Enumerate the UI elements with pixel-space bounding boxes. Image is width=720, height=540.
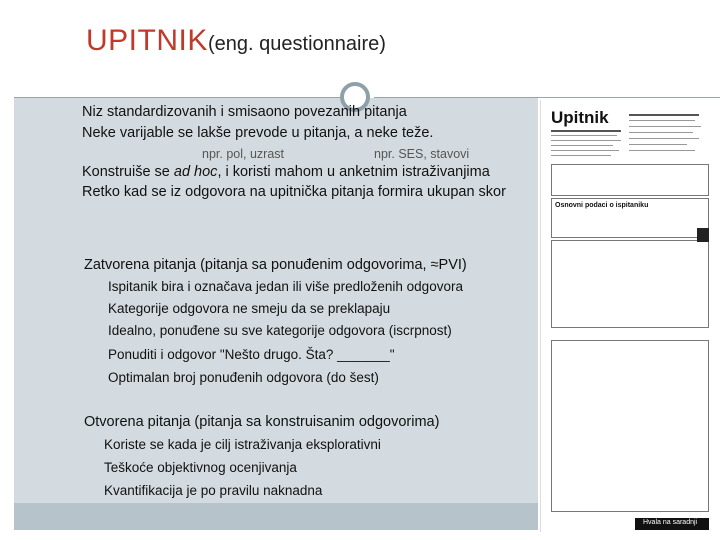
- doc-question-box: [551, 240, 709, 328]
- doc-text-line: [551, 150, 619, 151]
- intro-line-2: Neke varijable se lakše prevode u pitanja, a neke teže.: [82, 125, 434, 141]
- doc-text-line: [551, 145, 613, 146]
- intro-line-4: Retko kad se iz odgovora na upitnička pitanja formira ukupan skor: [82, 184, 506, 200]
- open-term: Otvorena pitanja: [84, 414, 191, 430]
- closed-questions-heading: [84, 257, 467, 273]
- slide-title: UPITNIK: [86, 24, 208, 57]
- doc-text-line: [551, 155, 611, 156]
- open-item: Kvantifikacija je po pravilu naknadna: [104, 483, 323, 498]
- doc-text-line: [629, 114, 699, 116]
- example-hard: npr. SES, stavovi: [374, 147, 470, 161]
- doc-text-line: [629, 120, 695, 121]
- doc-text-line: [629, 144, 687, 145]
- doc-text-line: [629, 132, 693, 133]
- closed-item: Idealno, ponuđene su sve kategorije odgovora (iscrpnost): [108, 323, 452, 338]
- intro-line-1: Niz standardizovanih i smisaono povezanih pitanja: [82, 104, 407, 120]
- doc-question-box: [551, 340, 709, 512]
- doc-text-line: [551, 135, 617, 136]
- document-title: Upitnik: [551, 108, 609, 127]
- closed-item: Kategorije odgovora ne smeju da se preklapaju: [108, 301, 391, 316]
- questionnaire-document-image: [540, 100, 711, 532]
- open-questions-heading: [84, 414, 439, 430]
- closed-term: Zatvorena pitanja: [84, 257, 197, 273]
- doc-footer-bar: [635, 518, 709, 530]
- closed-item: Ponuditi i odgovor "Nešto drugo. Šta? _______": [108, 347, 395, 362]
- ad-hoc-term: ad hoc: [173, 164, 218, 180]
- closed-item: Optimalan broj ponuđenih odgovora (do šest): [108, 370, 379, 385]
- doc-text-line: [551, 140, 621, 141]
- doc-section-label: Osnovni podaci o ispitaniku: [555, 202, 649, 209]
- doc-footer-text: Hvala na saradnji: [643, 519, 698, 526]
- doc-text-line: [629, 150, 695, 151]
- example-easy: npr. pol, uzrast: [202, 147, 284, 161]
- open-desc: (pitanja sa konstruisanim odgovorima): [190, 414, 440, 430]
- open-item: Teškoće objektivnog ocenjivanja: [104, 460, 297, 475]
- slide-subtitle: (eng. questionnaire): [208, 33, 386, 55]
- doc-text-line: [629, 138, 699, 139]
- doc-respondent-box: [551, 198, 709, 238]
- doc-instructions-box: [551, 164, 709, 196]
- open-item: Koriste se kada je cilj istraživanja eksplorativni: [104, 437, 381, 452]
- closed-item: Ispitanik bira i označava jedan ili više predloženih odgovora: [108, 279, 463, 294]
- doc-text-line: [629, 126, 701, 127]
- closed-desc: (pitanja sa ponuđenim odgovorima, ≈PVI): [196, 257, 467, 273]
- doc-page-marker: [697, 228, 709, 242]
- content-panel-footer-band: [14, 503, 538, 530]
- intro-line-3: Konstruiše se ad hoc, i koristi mahom u anketnim istraživanjima: [82, 164, 490, 180]
- doc-text-line: [551, 130, 621, 132]
